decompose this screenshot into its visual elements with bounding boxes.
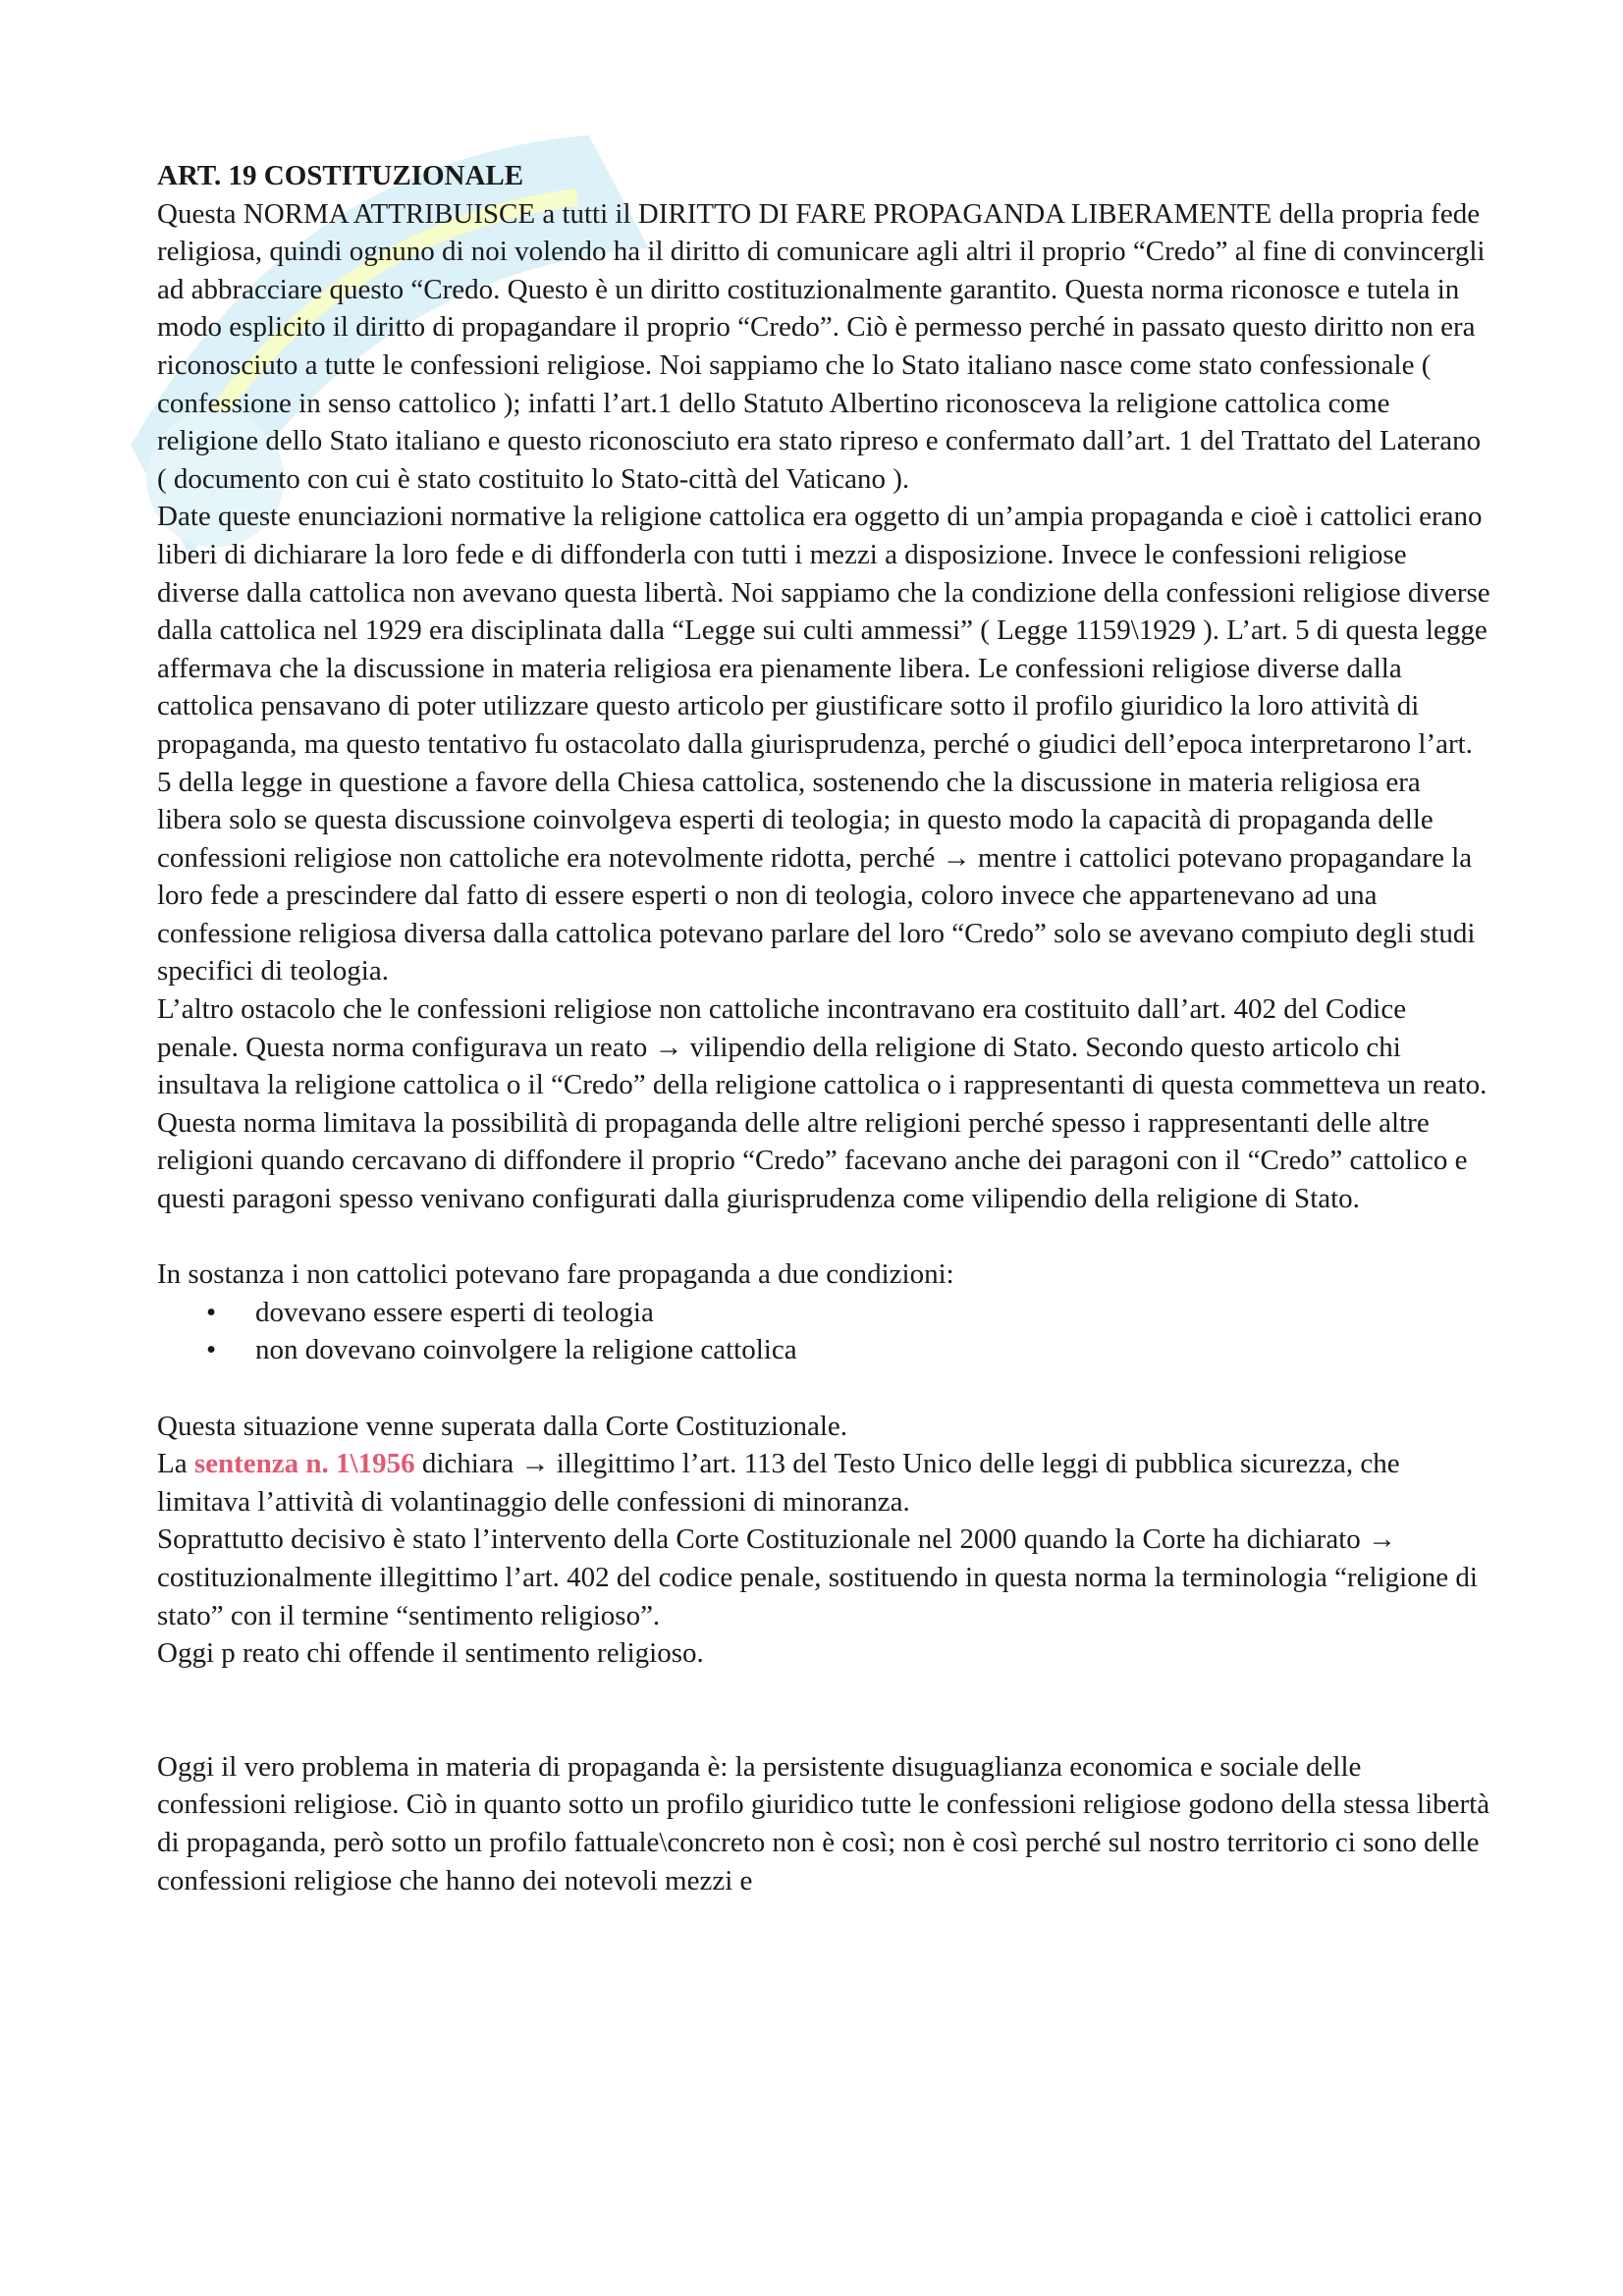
paragraph-2000-ruling: Soprattutto decisivo è stato l’intervento della Corte Costituzionale nel 2000 quando la Corte ha dichiarato → costituzionalmente illegittimo l’art. 402 del codice penale, sostituendo in questa norma la terminologia “religione di stato” con il termine “sentimento religioso”.: [157, 1523, 1478, 1631]
paragraph-inequality: Oggi il vero problema in materia di propaganda è: la persistente disuguaglianza economica e sociale delle confessioni religiose. Ciò in quanto sotto un profilo giuridico tutte le confessioni religiose godono della stessa libertà di propaganda, però sotto un profilo fattuale\concreto non è così; non è così perché sul nostro territorio ci sono delle confessioni religiose che hanno dei notevoli mezzi e: [157, 1750, 1490, 1896]
bullet-icon: •: [206, 1334, 217, 1366]
paragraph-today: Oggi p reato chi offende il sentimento religioso.: [157, 1637, 704, 1670]
list-item: • dovevano essere esperti di teologia: [157, 1294, 1492, 1332]
paragraph-art-402: L’altro ostacolo che le confessioni religiose non cattoliche incontravano era costituito dall’art. 402 del Codice penale. Questa norma configurava un reato → vilipendio della religione di Stato. Secondo questo articolo chi insultava la religione cattolica o il “Credo” della religione cattolica o i rappresentanti di questa commetteva un reato.: [157, 993, 1488, 1101]
paragraph-propaganda-history: Date queste enunciazioni normative la religione cattolica era oggetto di un’ampia propaganda e cioè i cattolici erano liberi di dichiarare la loro fede e di diffonderla con tutti i mezzi a disposizione. Invece le confessioni religiose diverse dalla cattolica non avevano questa libertà. Noi sappiamo che la condizione della confessioni religiose diverse dalla cattolica nel 1929 era disciplinata dalla “Legge sui culti ammessi” ( Legge 1159\1929 ). L’art. 5 di questa legge affermava che la discussione in materia religiosa era pienamente libera. Le confessioni religiose diverse dalla cattolica pensavano di poter utilizzare questo articolo per giustificare sotto il profilo giuridico la loro attività di propaganda, ma questo tentativo fu ostacolato dalla giurisprudenza, perché o giudici dell’epoca interpretarono l’art. 5 della legge in questione a favore della Chiesa cattolica, sostenendo che la discussione in materia religiosa era libera solo se questa discussione coinvolgeva esperti di teologia; in questo modo la capacità di propaganda delle confessioni religiose non cattoliche era notevolmente ridotta, perché → mentre i cattolici potevano propagandare la loro fede a prescindere dal fatto di essere esperti o non di teologia, coloro invece che appartenevano ad una confessione religiosa diversa dalla cattolica potevano parlare del loro “Credo” solo se avevano compiuto degli studi specifici di teologia.: [157, 501, 1490, 988]
sentenza-reference: sentenza n. 1\1956: [193, 1448, 415, 1480]
paragraph-conditions: In sostanza i non cattolici potevano fare propaganda a due condizioni:: [157, 1258, 954, 1291]
paragraph-limits: Questa norma limitava la possibilità di propaganda delle altre religioni perché spesso i rappresentanti delle altre religioni quando cercavano di diffondere il proprio “Credo” facevano anche dei paragoni con il “Credo” cattolico e questi paragoni spesso venivano configurati dalla giurisprudenza come vilipendio della religione di Stato.: [157, 1106, 1468, 1215]
bullet-icon: •: [206, 1296, 217, 1328]
list-item: • non dovevano coinvolgere la religione cattolica: [157, 1331, 1492, 1369]
document-page: [157, 157, 1492, 1899]
paragraph-sentenza: La sentenza n. 1\1956 dichiara → illegittimo l’art. 113 del Testo Unico delle leggi di pubblica sicurezza, che limitava l’attività di volantinaggio delle confessioni di minoranza.: [157, 1448, 1400, 1518]
paragraph-corte: Questa situazione venne superata dalla Corte Costituzionale.: [157, 1410, 848, 1442]
paragraph-intro: Questa NORMA ATTRIBUISCE a tutti il DIRITTO DI FARE PROPAGANDA LIBERAMENTE della propria fede religiosa, quindi ognuno di noi volendo ha il diritto di comunicare agli altri il proprio “Credo” al fine di convincergli ad abbracciare questo “Credo. Questo è un diritto costituzionalmente garantito. Questa norma riconosce e tutela in modo esplicito il diritto di propagandare il proprio “Credo”. Ciò è permesso perché in passato questo diritto non era riconosciuto a tutte le confessioni religiose. Noi sappiamo che lo Stato italiano nasce come stato confessionale ( confessione in senso cattolico ); infatti l’art.1 dello Statuto Albertino riconosceva la religione cattolica come religione dello Stato italiano e questo riconosciuto era stato ripreso e confermato dall’art. 1 del Trattato del Laterano ( documento con cui è stato costituito lo Stato-città del Vaticano ).: [157, 197, 1486, 495]
document-title: ART. 19 COSTITUZIONALE: [157, 160, 524, 191]
conditions-list: [157, 1294, 1492, 1369]
